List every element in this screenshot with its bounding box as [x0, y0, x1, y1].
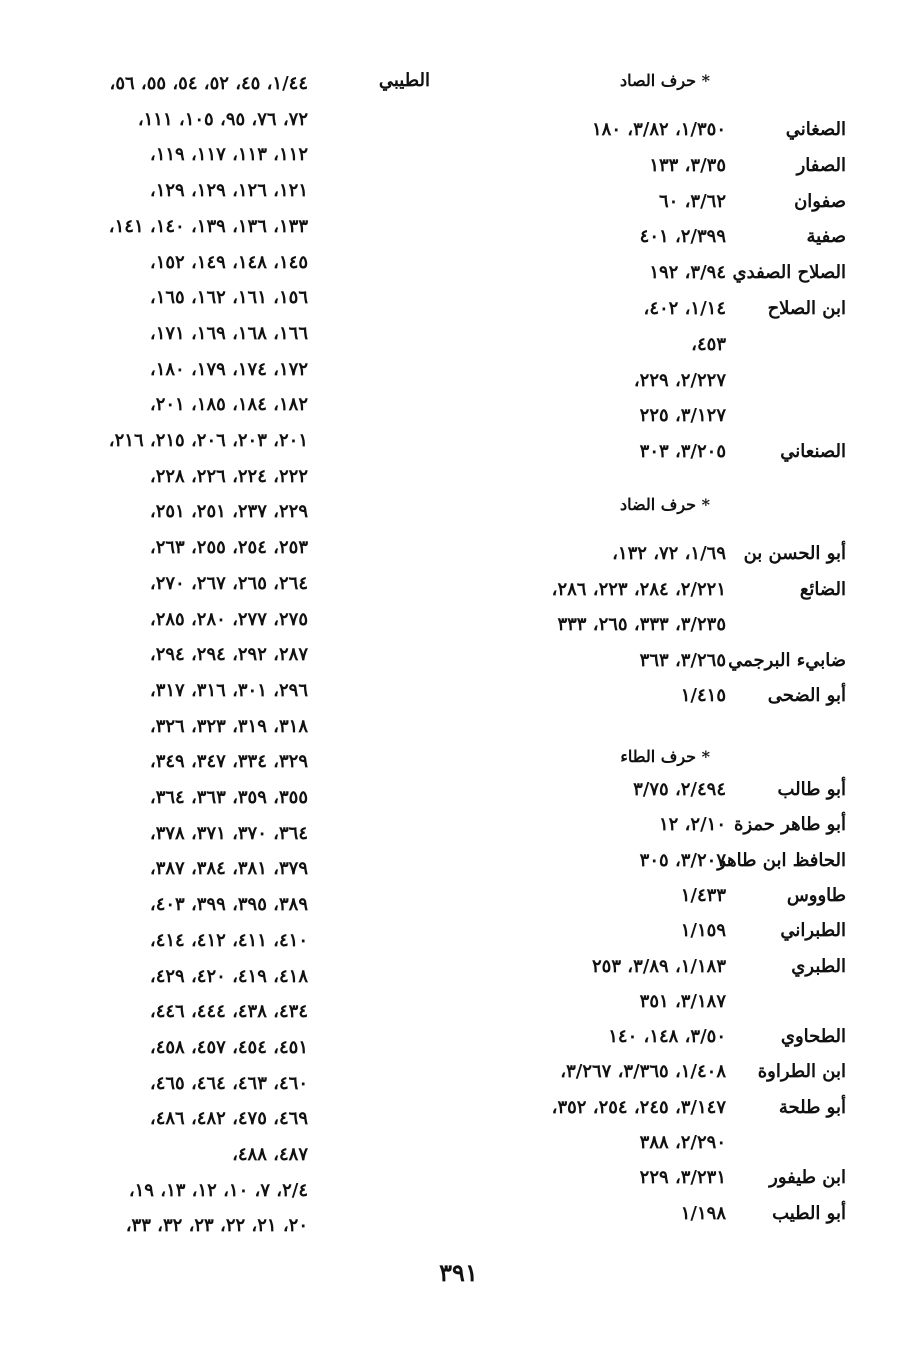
left-ref-line: ٣٨٩، ٣٩٥، ٣٩٩، ٤٠٣، — [149, 894, 308, 916]
entry-name: الطبري — [791, 955, 846, 977]
index-entry — [480, 949, 852, 985]
entry-references: ٣/٦٢، ٦٠ — [659, 190, 726, 212]
left-ref-line: ٢/٤، ٧، ١٠، ١٢، ١٣، ١٩، — [128, 1179, 308, 1201]
entry-name: أبو الطيب — [772, 1202, 846, 1224]
left-ref-line: ١١٢، ١١٣، ١١٧، ١١٩، — [149, 144, 308, 166]
entry-references: ١/١٨٣، ٣/٨٩، ٢٥٣ — [592, 955, 726, 977]
index-entry — [480, 572, 852, 608]
index-entry — [480, 678, 852, 714]
entry-references: ٤٥٣، — [691, 333, 726, 355]
left-ref-line: ٢٧٥، ٢٧٧، ٢٨٠، ٢٨٥، — [149, 608, 308, 630]
entry-references: ٣/١٨٧، ٣٥١ — [639, 990, 726, 1012]
left-ref-line: ٤٥١، ٤٥٤، ٤٥٧، ٤٥٨، — [149, 1036, 308, 1058]
left-ref-line: ٢٩٦، ٣٠١، ٣١٦، ٣١٧، — [149, 679, 308, 701]
entry-references: ٢/٢٩٠، ٣٨٨ — [639, 1132, 726, 1153]
entry-references: ٣/٢٠٧، ٣٠٥ — [639, 849, 726, 871]
left-ref-line: ٢٢٩، ٢٣٧، ٢٥١، ٢٥١، — [149, 501, 308, 523]
entry-name: الضائع — [799, 578, 846, 600]
entry-references: ١/١٤، ٤٠٢، — [643, 298, 726, 319]
index-entry — [480, 1125, 852, 1161]
index-entry — [480, 184, 852, 220]
entry-name: صفوان — [794, 190, 846, 212]
left-ref-line: ٢٢٢، ٢٢٤، ٢٢٦، ٢٢٨، — [149, 465, 308, 487]
entry-references: ٢/٢٢١، ٢٨٤، ٢٢٣، ٢٨٦، — [551, 578, 726, 600]
entry-references: ١/١٥٩ — [680, 920, 726, 942]
index-entry — [480, 1160, 852, 1196]
left-ref-line: ٢٨٧، ٢٩٢، ٢٩٤، ٢٩٤، — [149, 644, 308, 666]
entry-name: الصلاح الصفدي — [732, 262, 846, 284]
entry-references: ٣/١٤٧، ٢٤٥، ٢٥٤، ٣٥٢، — [551, 1096, 726, 1118]
entry-references: ٢/١٠، ١٢ — [659, 814, 726, 836]
left-ref-line: ٣٧٩، ٣٨١، ٣٨٤، ٣٨٧، — [149, 858, 308, 880]
entry-references: ١/٣٥٠، ٣/٨٢، ١٨٠ — [592, 119, 726, 140]
left-ref-line: ١٥٦، ١٦١، ١٦٢، ١٦٥، — [149, 287, 308, 309]
index-entry — [480, 363, 852, 399]
index-entry — [480, 148, 852, 184]
entry-references: ١/٦٩، ٧٢، ١٣٢، — [612, 543, 726, 564]
entry-name: ابن الصلاح — [767, 298, 846, 319]
index-entry — [480, 984, 852, 1020]
left-ref-line: ٤١٠، ٤١١، ٤١٢، ٤١٤، — [149, 929, 308, 951]
entry-references: ٣/٢٠٥، ٣٠٣ — [639, 441, 726, 463]
entry-references: ٢/٢٢٧، ٢٢٩، — [633, 369, 726, 391]
left-ref-line: ٧٢، ٧٦، ٩٥، ١٠٥، ١١١، — [137, 108, 308, 130]
left-ref-line: ١٧٢، ١٧٤، ١٧٩، ١٨٠، — [149, 358, 308, 380]
entry-name: أبو طالب — [777, 779, 846, 800]
heading-ta: * حرف الطاء — [620, 747, 710, 766]
left-ref-line: ٤٦٩، ٤٧٥، ٤٨٢، ٤٨٦، — [149, 1108, 308, 1130]
index-entry — [480, 843, 852, 879]
index-entry — [480, 643, 852, 679]
index-entry — [480, 807, 852, 843]
entry-name: الصفار — [796, 154, 846, 176]
entry-references: ٣/٥٠، ١٤٨، ١٤٠ — [608, 1026, 726, 1048]
entry-name: ابن الطراوة — [757, 1061, 846, 1083]
left-ref-line: ٢٦٤، ٢٦٥، ٢٦٧، ٢٧٠، — [149, 572, 308, 594]
left-ref-line: ٣٢٩، ٣٣٤، ٣٤٧، ٣٤٩، — [149, 751, 308, 773]
entry-name: صفية — [806, 226, 846, 248]
left-ref-line: ٤٦٠، ٤٦٣، ٤٦٤، ٤٦٥، — [149, 1072, 308, 1094]
entry-references: ١/٤١٥ — [680, 685, 726, 706]
entry-name: الصغاني — [785, 119, 846, 140]
heading-sad: * حرف الصاد — [619, 71, 710, 90]
entry-name: أبو طاهر حمزة — [734, 814, 846, 836]
left-ref-line: ٢٠١، ٢٠٣، ٢٠٦، ٢١٥، ٢١٦، — [108, 430, 308, 451]
index-entry — [480, 327, 852, 363]
left-ref-line: ٤٨٧، ٤٨٨، — [232, 1144, 308, 1165]
entry-references: ١/١٩٨ — [680, 1202, 726, 1224]
left-ref-line: ٣٥٥، ٣٥٩، ٣٦٣، ٣٦٤، — [149, 787, 308, 808]
left-ref-line: ٤١٨، ٤١٩، ٤٢٠، ٤٢٩، — [149, 965, 308, 987]
index-entry — [480, 112, 852, 148]
entry-references: ٣/٢٣٥، ٣٣٣، ٢٦٥، ٣٣٣ — [557, 614, 726, 635]
left-ref-line: ١٢١، ١٢٦، ١٢٩، ١٢٩، — [149, 180, 308, 202]
entry-name: الطبراني — [780, 920, 846, 942]
left-ref-line: ٣١٨، ٣١٩، ٣٢٣، ٣٢٦، — [149, 715, 308, 737]
left-ref-line: ٤٣٤، ٤٣٨، ٤٤٤، ٤٤٦، — [149, 1001, 308, 1023]
index-entry — [480, 1090, 852, 1126]
index-entry — [480, 1196, 852, 1232]
entry-name: أبو الضحى — [767, 685, 846, 706]
page-number: ٣٩١ — [439, 1258, 478, 1287]
entry-references: ١/٤٣٣ — [680, 884, 726, 906]
left-ref-line: ١٨٢، ١٨٤، ١٨٥، ٢٠١، — [149, 394, 308, 416]
entry-name: ضابيء البرجمي — [728, 649, 846, 671]
entry-name: أبو طلحة — [778, 1096, 846, 1118]
entry-name-tayyibi: الطيبي — [378, 70, 430, 91]
entry-name: الطحاوي — [780, 1026, 846, 1048]
left-ref-line: ١٤٥، ١٤٨، ١٤٩، ١٥٢، — [149, 251, 308, 273]
left-ref-line: ١/٤٤، ٤٥، ٥٢، ٥٤، ٥٥، ٥٦، — [109, 73, 308, 94]
index-entry — [480, 772, 852, 808]
index-entry — [480, 607, 852, 643]
index-entry — [480, 1054, 852, 1090]
entry-references: ٣/١٢٧، ٢٢٥ — [639, 405, 726, 427]
entry-name: الصنعاني — [780, 441, 846, 463]
index-entry — [480, 878, 852, 914]
entry-references: ١/٤٠٨، ٣/٣٦٥، ٣/٢٦٧، — [560, 1061, 726, 1083]
entry-references: ٣/٩٤، ١٩٢ — [649, 262, 726, 284]
entry-references: ٣/٢٣١، ٢٢٩ — [639, 1167, 726, 1189]
entry-name: الحافظ ابن طاهر — [717, 849, 846, 871]
left-ref-line: ٢٠، ٢١، ٢٢، ٢٣، ٣٢، ٣٣، — [125, 1215, 308, 1237]
index-entry — [480, 219, 852, 255]
index-entry — [480, 255, 852, 291]
entry-references: ٢/٤٩٤، ٣/٧٥ — [633, 779, 726, 800]
entry-name: ابن طيفور — [769, 1167, 846, 1189]
left-ref-line: ٣٦٤، ٣٧٠، ٣٧١، ٣٧٨، — [149, 822, 308, 844]
index-entry — [480, 434, 852, 470]
index-entry — [480, 291, 852, 327]
left-ref-line: ٢٥٣، ٢٥٤، ٢٥٥، ٢٦٣، — [149, 537, 308, 559]
index-entry — [480, 913, 852, 949]
entry-references: ٣/٣٥، ١٣٣ — [649, 154, 726, 176]
entry-name: أبو الحسن بن — [743, 543, 846, 564]
index-entry — [480, 1019, 852, 1055]
index-entry — [480, 536, 852, 572]
entry-name: طاووس — [786, 884, 846, 906]
left-ref-line: ١٦٦، ١٦٨، ١٦٩، ١٧١، — [149, 322, 308, 344]
index-entry — [480, 398, 852, 434]
entry-references: ٣/٢٦٥، ٣٦٣ — [639, 649, 726, 671]
entry-references: ٢/٣٩٩، ٤٠١ — [639, 226, 726, 248]
heading-dad: * حرف الضاد — [619, 495, 710, 514]
left-ref-line: ١٣٣، ١٣٦، ١٣٩، ١٤٠، ١٤١، — [108, 215, 308, 237]
